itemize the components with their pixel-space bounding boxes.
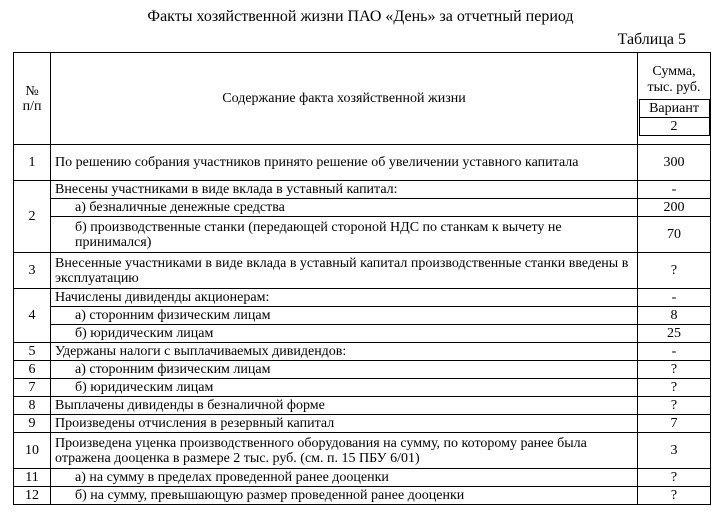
row-value: - (638, 343, 711, 361)
row-text: б) юридическим лицам (51, 325, 638, 343)
table-row (14, 181, 711, 199)
row-value: ? (638, 361, 711, 379)
row-text: а) сторонним физическим лицам (51, 307, 638, 325)
header-variant-num: 2 (639, 118, 710, 136)
table-row (14, 343, 711, 361)
row-text: Начислены дивиденды акционерам: (51, 289, 638, 307)
row-value: 8 (638, 307, 711, 325)
document-title: Факты хозяйственной жизни ПАО «День» за отчетный период (147, 8, 574, 25)
table-row (14, 397, 711, 415)
row-number: 3 (14, 253, 51, 289)
row-text: а) на сумму в пределах проведенной ранее дооценки (51, 469, 638, 487)
row-text: б) производственные станки (передающей стороной НДС по станкам к вычету не принимался) (51, 217, 638, 253)
row-text: Произведена уценка производственного оборудования на сумму, по которому ранее была отражена дооценка в размере 2 тыс. руб. (см. п. 15 ПБУ 6/01) (51, 433, 638, 469)
table-row (14, 487, 711, 505)
row-text: По решению собрания участников принято решение об увеличении уставного капитала (51, 145, 638, 181)
row-text: а) безналичные денежные средства (51, 199, 638, 217)
row-number: 2 (14, 181, 51, 253)
facts-table (13, 52, 711, 505)
row-text: б) юридическим лицам (51, 379, 638, 397)
row-number: 1 (14, 145, 51, 181)
row-value: 25 (638, 325, 711, 343)
table-row (14, 415, 711, 433)
table-row (14, 199, 711, 217)
row-value: ? (638, 487, 711, 505)
table-row (14, 289, 711, 307)
row-number: 11 (14, 469, 51, 487)
table-row (14, 307, 711, 325)
row-value: 70 (638, 217, 711, 253)
row-value: 300 (638, 145, 711, 181)
table-row (14, 379, 711, 397)
row-text: Произведены отчисления в резервный капитал (51, 415, 638, 433)
row-number: 7 (14, 379, 51, 397)
row-text: Выплачены дивиденды в безналичной форме (51, 397, 638, 415)
table-row (14, 325, 711, 343)
header-variant: Вариант (639, 99, 710, 118)
table-row (14, 145, 711, 181)
row-text: Внесены участниками в виде вклада в уставный капитал: (51, 181, 638, 199)
header-sum (638, 53, 711, 145)
header-content: Содержание факта хозяйственной жизни (51, 53, 638, 145)
table-header-row (14, 53, 711, 145)
table-row (14, 253, 711, 289)
table-label: Таблица 5 (617, 31, 686, 48)
row-text: б) на сумму, превышающую размер проведенной ранее дооценки (51, 487, 638, 505)
table-row (14, 433, 711, 469)
row-number: 6 (14, 361, 51, 379)
table-row (14, 361, 711, 379)
row-text: а) сторонним физическим лицам (51, 361, 638, 379)
row-number: 9 (14, 415, 51, 433)
table-row (14, 469, 711, 487)
row-value: 200 (638, 199, 711, 217)
row-number: 8 (14, 397, 51, 415)
header-num: № п/п (14, 53, 51, 145)
row-text: Внесенные участниками в виде вклада в уставный капитал производственные станки введены в эксплуатацию (51, 253, 638, 289)
row-value: - (638, 289, 711, 307)
row-number: 10 (14, 433, 51, 469)
row-number: 5 (14, 343, 51, 361)
row-number: 4 (14, 289, 51, 343)
row-value: 7 (638, 415, 711, 433)
row-value: 3 (638, 433, 711, 469)
row-value: ? (638, 397, 711, 415)
row-value: ? (638, 379, 711, 397)
row-value: ? (638, 253, 711, 289)
row-text: Удержаны налоги с выплачиваемых дивидендов: (51, 343, 638, 361)
header-sum-label: Сумма, тыс. руб. (647, 63, 701, 95)
table-row (14, 217, 711, 253)
row-value: ? (638, 469, 711, 487)
row-value: - (638, 181, 711, 199)
row-number: 12 (14, 487, 51, 505)
